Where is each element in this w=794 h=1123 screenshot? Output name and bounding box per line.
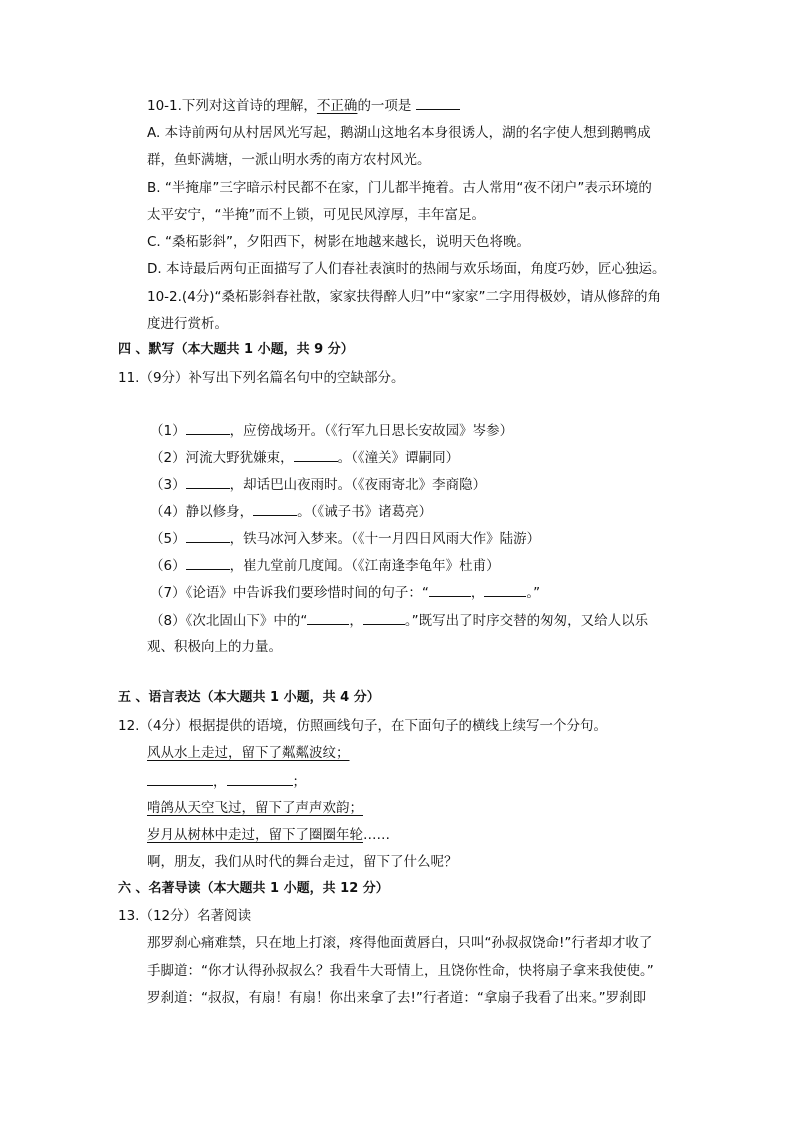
q10-2-stem: 10-2.(4分)“桑柘影斜春社散，家家扶得醉人归”中“家家”二字用得极妙，请从修辞的角 <box>147 289 662 305</box>
q11-item-6: （6） ，崔九堂前几度闻。（《江南逢李龟年》杜甫） <box>150 555 500 576</box>
answer-blank[interactable] <box>186 420 230 435</box>
q10-2-stem-cont: 度进行赏析。 <box>147 316 228 332</box>
q11-item-8: （8）《次北固山下》中的“ ， 。”既写出了时序交替的匆匆，又给人以乐 <box>150 610 648 631</box>
q11-item-3: （3） ，却话巴山夜雨时。（《夜雨寄北》李商隐） <box>150 474 486 495</box>
q12-model-line-4: 岁月从树林中走过，留下了圈圈年轮…… <box>147 827 390 843</box>
answer-blank[interactable] <box>363 610 405 625</box>
q11-item-7: （7）《论语》中告诉我们要珍惜时间的句子：“ ， 。” <box>150 582 540 603</box>
answer-blank[interactable] <box>294 447 338 462</box>
answer-blank[interactable] <box>429 582 471 597</box>
q11-item-2: （2）河流大野犹嫌束， 。（《潼关》谭嗣同） <box>150 447 459 468</box>
q10-1-option-a-cont: 群，鱼虾满塘，一派山明水秀的南方农村风光。 <box>147 152 431 168</box>
q12-model-line-3: 啃鸽从天空飞过，留下了声声欢韵； <box>147 800 363 816</box>
q10-1-option-a: A. 本诗前两句从村居风光写起，鹅湖山这地名本身很诱人，湖的名字使人想到鹅鸭成 <box>147 125 651 141</box>
answer-blank[interactable] <box>416 95 460 110</box>
q13-passage-line-1: 那罗刹心痛难禁，只在地上打滚，疼得他面黄唇白，只叫“孙叔叔饶命!”行者却才收了 <box>147 935 653 951</box>
q11-stem: 11.（9分）补写出下列名篇名句中的空缺部分。 <box>118 370 405 386</box>
answer-blank[interactable] <box>253 501 297 516</box>
section-5-heading: 五 、语言表达（本大题共 1 小题，共 4 分） <box>118 690 380 705</box>
answer-blank[interactable] <box>147 771 213 786</box>
q10-1-option-c: C. “桑柘影斜”，夕阳西下，树影在地越来越长，说明天色将晚。 <box>147 234 530 250</box>
answer-blank[interactable] <box>307 610 349 625</box>
answer-blank[interactable] <box>227 771 293 786</box>
q13-stem: 13.（12分）名著阅读 <box>118 908 252 924</box>
q10-1-option-b-cont: 太平安宁，“半掩”而不上锁，可见民风淳厚，丰年富足。 <box>147 207 485 223</box>
q11-item-1: （1） ，应傍战场开。（《行军九日思长安故园》岑参） <box>150 420 513 441</box>
answer-blank[interactable] <box>484 582 526 597</box>
answer-blank[interactable] <box>186 555 230 570</box>
answer-blank[interactable] <box>186 528 230 543</box>
q11-item-8-cont: 观、积极向上的力量。 <box>147 639 282 655</box>
q12-question-line: 啊，朋友，我们从时代的舞台走过，留下了什么呢？ <box>147 854 458 870</box>
q11-item-5: （5） ，铁马冰河入梦来。（《十一月四日风雨大作》陆游） <box>150 528 540 549</box>
answer-blank[interactable] <box>186 474 230 489</box>
q12-fill-line: ， ； <box>147 771 306 792</box>
section-6-heading: 六 、名著导读（本大题共 1 小题，共 12 分） <box>118 881 389 896</box>
underlined-keyword: 不正确 <box>316 98 358 114</box>
q12-model-line-1: 风从水上走过，留下了粼粼波纹； <box>147 745 350 761</box>
q10-1-stem: 10-1.下列对这首诗的理解，不正确的一项是 <box>147 95 460 116</box>
q10-1-option-d: D. 本诗最后两句正面描写了人们春社表演时的热闹与欢乐场面，角度巧妙，匠心独运。 <box>147 261 666 277</box>
section-4-heading: 四 、默写（本大题共 1 小题，共 9 分） <box>118 342 354 357</box>
q12-stem: 12.（4分）根据提供的语境，仿照画线句子，在下面句子的横线上续写一个分句。 <box>118 718 608 734</box>
q10-1-option-b: B. “半掩扉”三字暗示村民都不在家，门儿都半掩着。古人常用“夜不闭户”表示环境的 <box>147 180 652 196</box>
q13-passage-line-2: 手脚道：“你才认得孙叔叔么？我看牛大哥情上，且饶你性命，快将扇子拿来我使使。” <box>147 963 654 979</box>
q11-item-4: （4）静以修身， 。（《诫子书》诸葛亮） <box>150 501 432 522</box>
q13-passage-line-3: 罗刹道：“叔叔，有扇！有扇！你出来拿了去!”行者道：“拿扇子我看了出来。”罗刹即 <box>147 990 647 1006</box>
